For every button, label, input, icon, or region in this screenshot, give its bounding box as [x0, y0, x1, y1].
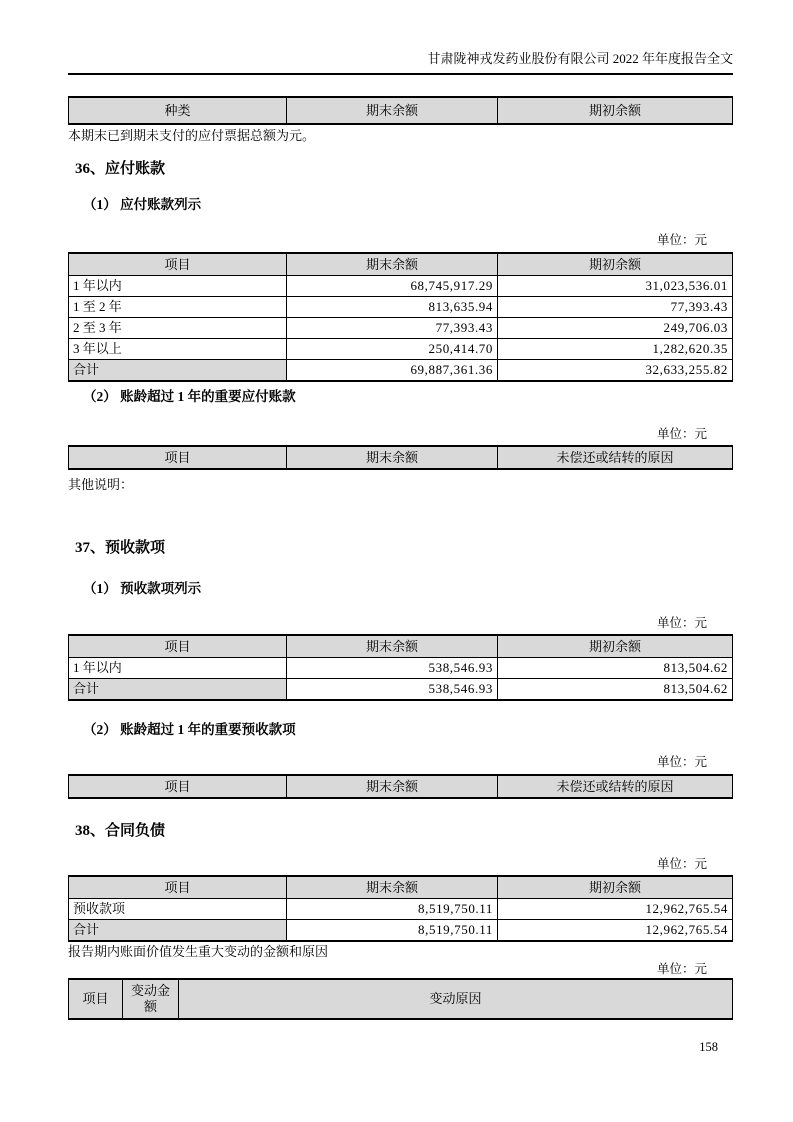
table-header-row	[69, 979, 733, 1019]
section-38-title: 38、合同负债	[75, 823, 166, 839]
table-header-row	[69, 446, 733, 469]
table-total-row	[69, 360, 733, 382]
total-beginning-balance: 12,962,765.54	[498, 920, 733, 942]
page-header	[68, 50, 733, 68]
unit-label: 单位：元	[656, 233, 707, 247]
col-header-ending-balance: 期末余额	[287, 635, 498, 658]
report-title: 甘肃陇神戎发药业股份有限公司 2022 年年度报告全文	[427, 51, 733, 66]
col-header-ending-balance: 期末余额	[287, 775, 498, 798]
row-item: 3 年以上	[69, 339, 287, 360]
total-beginning-balance: 813,504.62	[498, 679, 733, 701]
col-header-reason: 未偿还或结转的原因	[498, 446, 733, 469]
row-beginning-balance: 77,393.43	[498, 297, 733, 318]
contract-liabilities-change-table	[68, 978, 733, 1020]
section-36-sub1-title: （1） 应付账款列示	[83, 197, 202, 212]
total-ending-balance: 538,546.93	[287, 679, 498, 701]
section-37-title: 37、预收款项	[75, 540, 166, 556]
col-header-reason: 未偿还或结转的原因	[498, 775, 733, 798]
table-row	[69, 297, 733, 318]
col-header-item: 项目	[69, 253, 287, 276]
total-label: 合计	[69, 920, 287, 942]
table-row	[69, 318, 733, 339]
total-ending-balance: 8,519,750.11	[287, 920, 498, 942]
col-header-item: 项目	[69, 446, 287, 469]
col-header-item: 项目	[69, 635, 287, 658]
col-header-ending-balance: 期末余额	[287, 97, 498, 124]
col-header-beginning-balance: 期初余额	[498, 253, 733, 276]
row-item: 预收款项	[69, 899, 287, 920]
important-accounts-payable-table	[68, 445, 733, 470]
col-header-beginning-balance: 期初余额	[498, 876, 733, 899]
other-notes-label: 其他说明：	[68, 477, 134, 492]
unit-label: 单位：元	[656, 857, 707, 871]
unit-label: 单位：元	[656, 962, 707, 976]
contract-liabilities-table	[68, 875, 733, 942]
page-content	[68, 0, 733, 1020]
col-header-beginning-balance: 期初余额	[498, 635, 733, 658]
total-beginning-balance: 32,633,255.82	[498, 360, 733, 382]
row-beginning-balance: 1,282,620.35	[498, 339, 733, 360]
important-advances-table	[68, 774, 733, 799]
advances-received-table	[68, 634, 733, 701]
section-37-sub1-title: （1） 预收款项列示	[83, 581, 202, 596]
row-beginning-balance: 249,706.03	[498, 318, 733, 339]
col-header-ending-balance: 期末余额	[287, 876, 498, 899]
col-header-ending-balance: 期末余额	[287, 253, 498, 276]
table-total-row	[69, 920, 733, 942]
table-total-row	[69, 679, 733, 701]
col-header-change-reason: 变动原因	[179, 979, 733, 1019]
row-ending-balance: 813,635.94	[287, 297, 498, 318]
row-ending-balance: 250,414.70	[287, 339, 498, 360]
col-header-change-amount: 变动金额	[123, 979, 179, 1019]
header-rule	[68, 73, 733, 75]
table-header-row	[69, 635, 733, 658]
unit-label: 单位：元	[656, 427, 707, 441]
row-ending-balance: 8,519,750.11	[287, 899, 498, 920]
section-36-title: 36、应付账款	[75, 161, 166, 177]
row-item: 2 至 3 年	[69, 318, 287, 339]
section-36-sub2-title: （2） 账龄超过 1 年的重要应付账款	[83, 389, 296, 404]
unit-label: 单位：元	[656, 616, 707, 630]
row-ending-balance: 77,393.43	[287, 318, 498, 339]
row-beginning-balance: 813,504.62	[498, 658, 733, 679]
col-header-item: 项目	[69, 876, 287, 899]
table-header-row	[69, 775, 733, 798]
row-item: 1 至 2 年	[69, 297, 287, 318]
section-37-sub2-title: （2） 账龄超过 1 年的重要预收款项	[83, 722, 296, 737]
notes-payable-note: 本期末已到期未支付的应付票据总额为元。	[68, 128, 316, 143]
table-header-row	[69, 97, 733, 124]
table-row	[69, 339, 733, 360]
row-beginning-balance: 12,962,765.54	[498, 899, 733, 920]
table-row	[69, 276, 733, 297]
row-ending-balance: 538,546.93	[287, 658, 498, 679]
total-ending-balance: 69,887,361.36	[287, 360, 498, 382]
row-item: 1 年以内	[69, 276, 287, 297]
table-row	[69, 899, 733, 920]
col-header-item: 项目	[69, 775, 287, 798]
total-label: 合计	[69, 360, 287, 382]
total-label: 合计	[69, 679, 287, 701]
table-row	[69, 658, 733, 679]
notes-payable-type-table	[68, 96, 733, 125]
table-header-row	[69, 253, 733, 276]
col-header-ending-balance: 期末余额	[287, 446, 498, 469]
change-explanation-label: 报告期内账面价值发生重大变动的金额和原因	[68, 944, 329, 959]
page-number: 158	[699, 1040, 718, 1054]
col-header-type: 种类	[69, 97, 287, 124]
table-header-row	[69, 876, 733, 899]
unit-label: 单位：元	[656, 755, 707, 769]
col-header-beginning-balance: 期初余额	[498, 97, 733, 124]
row-item: 1 年以内	[69, 658, 287, 679]
accounts-payable-aging-table	[68, 252, 733, 382]
col-header-item: 项目	[69, 979, 123, 1019]
row-beginning-balance: 31,023,536.01	[498, 276, 733, 297]
row-ending-balance: 68,745,917.29	[287, 276, 498, 297]
